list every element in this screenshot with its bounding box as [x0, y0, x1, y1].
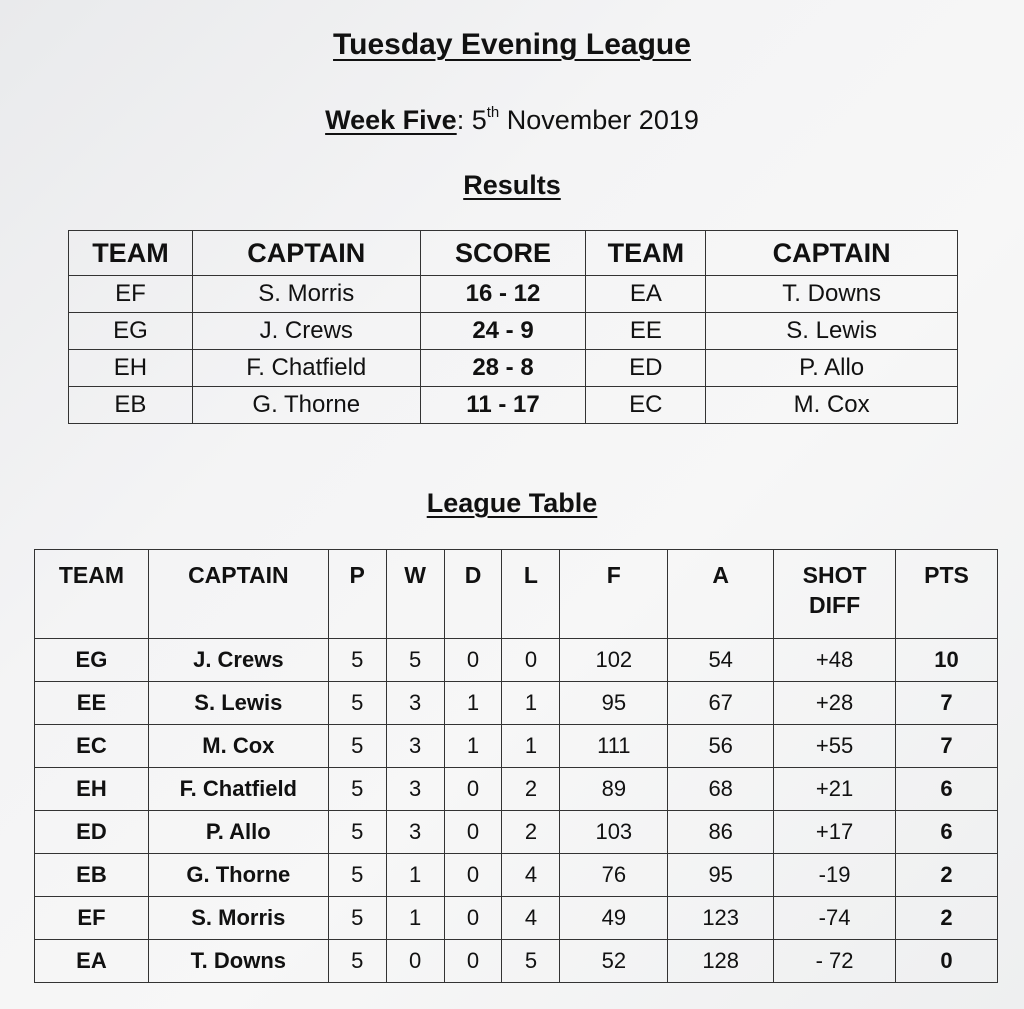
- league-cell: -19: [774, 854, 896, 897]
- results-col-header: SCORE: [420, 231, 586, 276]
- results-col-header: TEAM: [69, 231, 193, 276]
- league-col-header: W: [386, 550, 444, 639]
- results-cell: 11 - 17: [420, 387, 586, 424]
- league-cell: 5: [328, 639, 386, 682]
- results-col-header: CAPTAIN: [192, 231, 420, 276]
- league-cell: 3: [386, 811, 444, 854]
- league-cell: 0: [444, 639, 502, 682]
- league-cell: M. Cox: [148, 725, 328, 768]
- page-title: [0, 28, 1024, 62]
- league-cell: EA: [35, 940, 149, 983]
- league-row: [35, 940, 998, 983]
- league-cell: 123: [668, 897, 774, 940]
- league-row: [35, 854, 998, 897]
- results-cell: P. Allo: [706, 350, 958, 387]
- league-row: [35, 768, 998, 811]
- league-cell: S. Morris: [148, 897, 328, 940]
- league-table: [34, 549, 998, 983]
- league-row: [35, 811, 998, 854]
- date-suffix: th: [486, 104, 500, 121]
- results-header-row: [69, 231, 958, 276]
- league-cell: EE: [35, 682, 149, 725]
- league-cell: 1: [502, 682, 560, 725]
- league-col-header: F: [560, 550, 668, 639]
- league-cell: 6: [896, 768, 998, 811]
- title-text: Tuesday Evening League: [333, 28, 691, 61]
- results-cell: S. Lewis: [706, 313, 958, 350]
- league-cell: 76: [560, 854, 668, 897]
- results-table: [68, 230, 958, 424]
- league-cell: 89: [560, 768, 668, 811]
- league-cell: 86: [668, 811, 774, 854]
- league-cell: 0: [896, 940, 998, 983]
- league-cell: 5: [328, 811, 386, 854]
- date-separator: : 5: [456, 105, 487, 135]
- league-cell: 6: [896, 811, 998, 854]
- league-heading-text: League Table: [426, 488, 598, 518]
- league-cell: 5: [328, 854, 386, 897]
- league-col-header: P: [328, 550, 386, 639]
- league-cell: 1: [386, 897, 444, 940]
- league-cell: 67: [668, 682, 774, 725]
- league-cell: EC: [35, 725, 149, 768]
- results-cell: M. Cox: [706, 387, 958, 424]
- league-cell: 54: [668, 639, 774, 682]
- results-cell: EB: [69, 387, 193, 424]
- league-cell: 5: [328, 940, 386, 983]
- league-cell: -74: [774, 897, 896, 940]
- league-cell: EB: [35, 854, 149, 897]
- results-cell: EG: [69, 313, 193, 350]
- league-cell: 5: [328, 682, 386, 725]
- results-heading-text: Results: [463, 170, 561, 200]
- league-cell: 1: [444, 682, 502, 725]
- league-row: [35, 897, 998, 940]
- results-cell: F. Chatfield: [192, 350, 420, 387]
- league-col-header: SHOT DIFF: [774, 550, 896, 639]
- league-header-row: [35, 550, 998, 639]
- league-cell: 0: [444, 854, 502, 897]
- league-cell: 2: [502, 811, 560, 854]
- results-cell: G. Thorne: [192, 387, 420, 424]
- league-cell: 0: [386, 940, 444, 983]
- league-cell: 3: [386, 682, 444, 725]
- results-heading: [0, 170, 1024, 201]
- league-cell: 1: [386, 854, 444, 897]
- league-cell: 103: [560, 811, 668, 854]
- league-cell: 5: [502, 940, 560, 983]
- league-cell: +55: [774, 725, 896, 768]
- league-col-header: L: [502, 550, 560, 639]
- league-cell: F. Chatfield: [148, 768, 328, 811]
- results-cell: 28 - 8: [420, 350, 586, 387]
- league-cell: G. Thorne: [148, 854, 328, 897]
- results-row: [69, 276, 958, 313]
- league-cell: ED: [35, 811, 149, 854]
- league-col-header: A: [668, 550, 774, 639]
- results-cell: EC: [586, 387, 706, 424]
- league-row: [35, 639, 998, 682]
- results-cell: 16 - 12: [420, 276, 586, 313]
- league-cell: 0: [444, 897, 502, 940]
- league-row: [35, 682, 998, 725]
- league-cell: - 72: [774, 940, 896, 983]
- results-cell: 24 - 9: [420, 313, 586, 350]
- results-col-header: TEAM: [586, 231, 706, 276]
- results-cell: J. Crews: [192, 313, 420, 350]
- results-row: [69, 313, 958, 350]
- league-cell: 56: [668, 725, 774, 768]
- league-cell: 0: [444, 768, 502, 811]
- league-cell: EH: [35, 768, 149, 811]
- league-cell: 68: [668, 768, 774, 811]
- league-cell: 0: [444, 940, 502, 983]
- league-cell: P. Allo: [148, 811, 328, 854]
- league-col-header: CAPTAIN: [148, 550, 328, 639]
- league-cell: 4: [502, 897, 560, 940]
- league-cell: 95: [560, 682, 668, 725]
- league-col-header: TEAM: [35, 550, 149, 639]
- league-cell: EG: [35, 639, 149, 682]
- league-cell: 5: [328, 897, 386, 940]
- league-cell: 2: [896, 897, 998, 940]
- league-cell: +17: [774, 811, 896, 854]
- league-cell: 3: [386, 768, 444, 811]
- league-cell: +48: [774, 639, 896, 682]
- league-cell: EF: [35, 897, 149, 940]
- league-cell: 10: [896, 639, 998, 682]
- results-cell: T. Downs: [706, 276, 958, 313]
- league-cell: J. Crews: [148, 639, 328, 682]
- league-cell: 5: [328, 768, 386, 811]
- league-cell: S. Lewis: [148, 682, 328, 725]
- results-cell: EE: [586, 313, 706, 350]
- results-cell: EA: [586, 276, 706, 313]
- league-cell: 111: [560, 725, 668, 768]
- week-label: Week Five: [325, 105, 457, 135]
- league-cell: 0: [444, 811, 502, 854]
- league-cell: 2: [896, 854, 998, 897]
- league-cell: 3: [386, 725, 444, 768]
- week-date-line: [0, 104, 1024, 136]
- league-cell: 95: [668, 854, 774, 897]
- league-cell: 1: [502, 725, 560, 768]
- results-row: [69, 387, 958, 424]
- results-cell: ED: [586, 350, 706, 387]
- league-row: [35, 725, 998, 768]
- league-cell: +28: [774, 682, 896, 725]
- league-cell: 2: [502, 768, 560, 811]
- league-col-header: D: [444, 550, 502, 639]
- league-cell: 102: [560, 639, 668, 682]
- league-col-header: PTS: [896, 550, 998, 639]
- league-cell: 7: [896, 682, 998, 725]
- league-cell: 1: [444, 725, 502, 768]
- results-cell: S. Morris: [192, 276, 420, 313]
- results-cell: EH: [69, 350, 193, 387]
- league-cell: 5: [386, 639, 444, 682]
- results-row: [69, 350, 958, 387]
- league-cell: 7: [896, 725, 998, 768]
- league-cell: T. Downs: [148, 940, 328, 983]
- league-cell: 128: [668, 940, 774, 983]
- date-rest: November 2019: [499, 105, 699, 135]
- league-cell: 49: [560, 897, 668, 940]
- league-cell: 5: [328, 725, 386, 768]
- results-cell: EF: [69, 276, 193, 313]
- league-cell: 52: [560, 940, 668, 983]
- league-cell: +21: [774, 768, 896, 811]
- results-col-header: CAPTAIN: [706, 231, 958, 276]
- league-cell: 4: [502, 854, 560, 897]
- league-table-heading: [0, 488, 1024, 519]
- league-cell: 0: [502, 639, 560, 682]
